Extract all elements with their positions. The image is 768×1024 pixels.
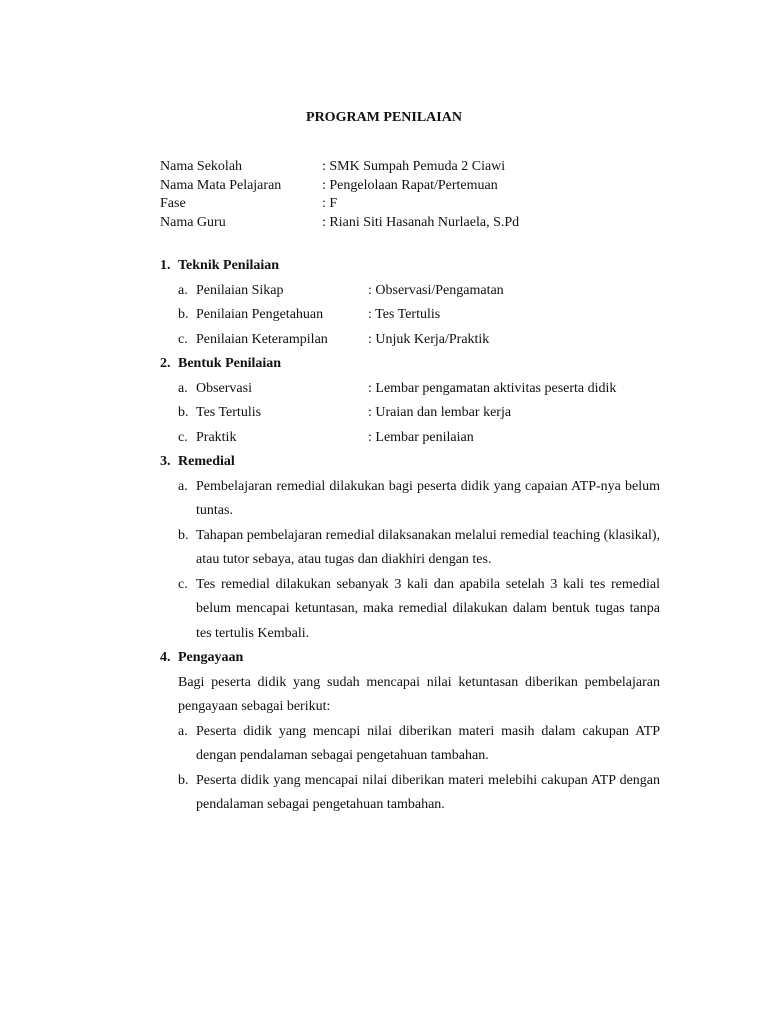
item-value: : Uraian dan lembar kerja	[368, 405, 512, 420]
item-letter: c.	[178, 331, 188, 347]
section-title: Pengayaan	[178, 650, 244, 665]
section-teknik-penilaian	[160, 254, 660, 818]
info-label: Fase	[160, 196, 186, 211]
item-label: Tes Tertulis	[196, 405, 262, 420]
list-item	[178, 475, 660, 524]
item-letter: b.	[178, 405, 189, 420]
item-label: Praktik	[196, 429, 237, 445]
item-letter: a.	[178, 723, 188, 739]
info-value: : Riani Siti Hasanah Nurlaela, S.Pd	[322, 214, 520, 230]
info-row-phase	[160, 195, 519, 214]
info-value: : F	[322, 196, 338, 211]
section-intro: Bagi peserta didik yang sudah mencapai nilai ketuntasan diberikan pembelajaran pengayaan sebagai berikut:	[178, 674, 660, 714]
item-value: : Lembar pengamatan aktivitas peserta didik	[368, 380, 617, 396]
item-value: : Lembar penilaian	[368, 429, 474, 445]
item-value: : Observasi/Pengamatan	[368, 282, 504, 298]
info-value: : SMK Sumpah Pemuda 2 Ciawi	[322, 159, 506, 174]
section-number: 1.	[160, 258, 171, 273]
item-text: Pembelajaran remedial dilakukan bagi peserta didik yang capaian ATP-nya belum tuntas.	[196, 478, 660, 518]
list-item	[178, 524, 660, 573]
list-item	[178, 573, 660, 647]
item-letter: b.	[178, 307, 189, 322]
item-text: Tes remedial dilakukan sebanyak 3 kali dan apabila setelah 3 kali tes remedial belum mencapai ketuntasan, maka remedial dilakukan dalam bentuk tugas tanpa tes tertulis Kembali.	[196, 576, 660, 641]
info-label: Nama Mata Pelajaran	[160, 177, 282, 193]
section-number: 2.	[160, 356, 171, 371]
item-letter: b.	[178, 527, 189, 543]
list-item	[178, 303, 660, 328]
item-letter: a.	[178, 478, 188, 494]
item-text: Peserta didik yang mencapi nilai diberikan materi masih dalam cakupan ATP dengan pendalaman sebagai pengetahuan tambahan.	[196, 723, 660, 763]
section-heading	[160, 450, 660, 475]
section-heading	[160, 254, 660, 279]
section-number: 3.	[160, 454, 171, 469]
list-item	[178, 279, 660, 304]
identity-block	[160, 158, 519, 232]
list-item	[178, 426, 660, 451]
section-number: 4.	[160, 650, 171, 665]
info-label: Nama Sekolah	[160, 159, 243, 174]
list-item	[178, 720, 660, 769]
section-title: Bentuk Penilaian	[178, 356, 282, 371]
info-label: Nama Guru	[160, 214, 226, 230]
item-text: Tahapan pembelajaran remedial dilaksanakan melalui remedial teaching (klasikal), atau tutor sebaya, atau tugas dan diakhiri dengan tes.	[196, 527, 660, 567]
info-row-school	[160, 158, 519, 177]
list-item	[178, 769, 660, 818]
section-title: Teknik Penilaian	[178, 258, 280, 273]
info-row-subject	[160, 177, 519, 196]
section-title: Remedial	[178, 454, 235, 469]
list-item	[178, 401, 660, 426]
section-heading	[160, 646, 660, 671]
item-label: Penilaian Sikap	[196, 282, 284, 298]
item-text: Peserta didik yang mencapai nilai diberikan materi melebihi cakupan ATP dengan pendalaman sebagai pengetahuan tambahan.	[196, 772, 660, 812]
page-title: PROGRAM PENILAIAN	[306, 110, 462, 125]
item-letter: a.	[178, 282, 188, 298]
info-row-teacher	[160, 214, 519, 233]
list-item	[178, 328, 660, 353]
item-value: : Unjuk Kerja/Praktik	[368, 331, 490, 347]
list-item	[178, 377, 660, 402]
section-heading	[160, 352, 660, 377]
item-label: Penilaian Pengetahuan	[196, 307, 324, 322]
item-letter: c.	[178, 429, 188, 445]
item-value: : Tes Tertulis	[368, 307, 441, 322]
item-letter: c.	[178, 576, 188, 592]
info-value: : Pengelolaan Rapat/Pertemuan	[322, 177, 498, 193]
item-label: Observasi	[196, 380, 252, 396]
item-label: Penilaian Keterampilan	[196, 331, 328, 347]
item-letter: a.	[178, 380, 188, 396]
item-letter: b.	[178, 772, 189, 788]
